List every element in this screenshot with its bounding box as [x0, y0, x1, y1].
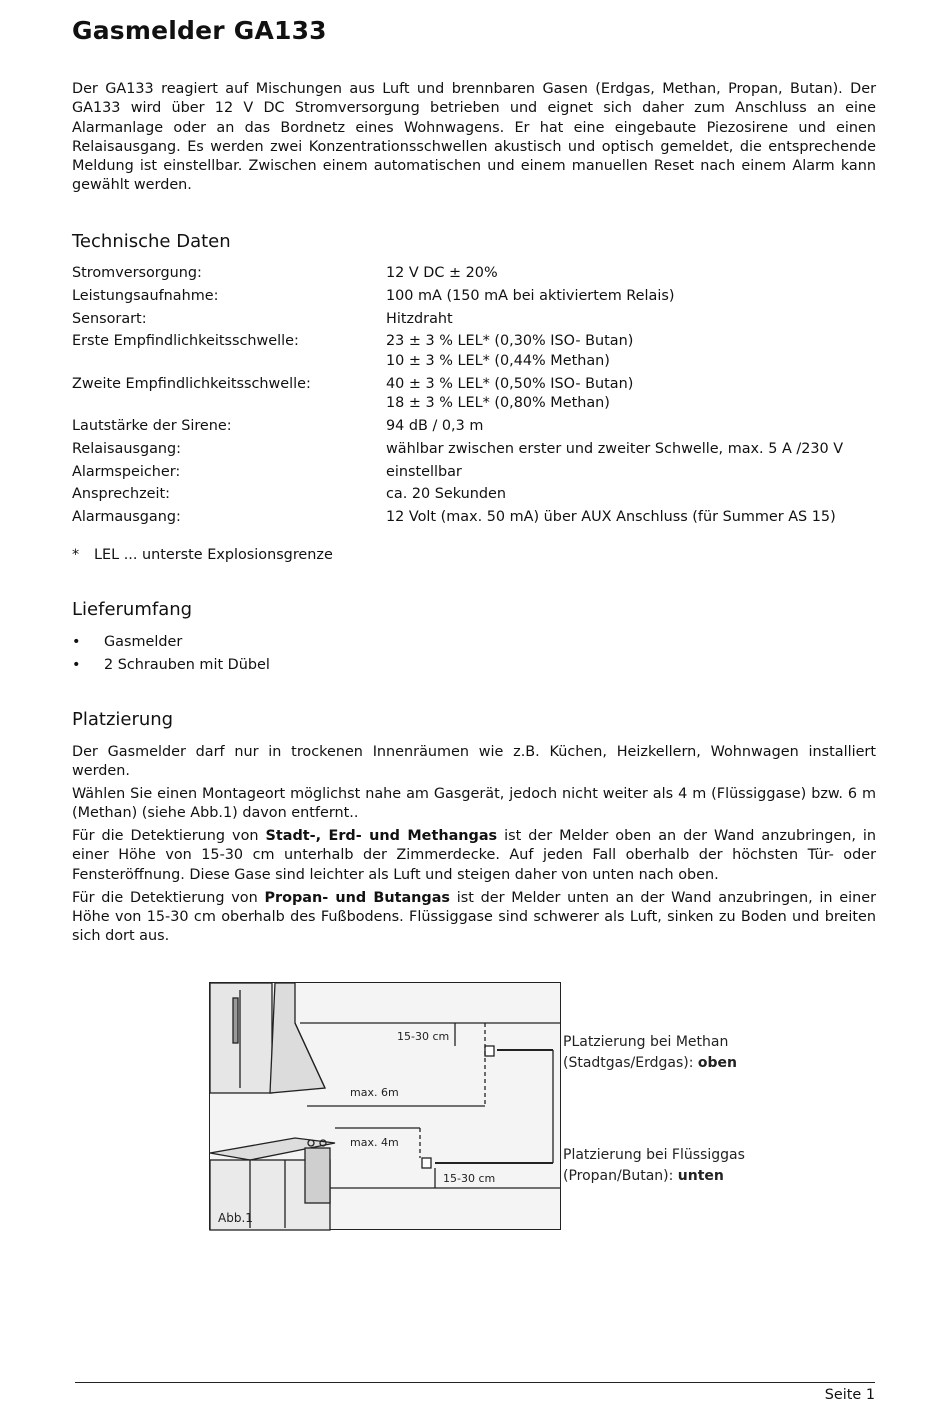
- spec-row: [72, 463, 876, 483]
- spec-value: einstellbar: [386, 463, 462, 480]
- callout-bottom-line2: [563, 1168, 724, 1184]
- placement-heading: Platzierung: [72, 709, 174, 730]
- kitchen-illustration: [210, 983, 560, 1230]
- spec-value: [386, 332, 876, 371]
- spec-row: [72, 332, 876, 371]
- text-run: Für die Detektierung von: [72, 889, 265, 906]
- placement-paragraph: [72, 827, 876, 885]
- text-run: ist der Melder oben an der Wand anzubringen, in einer Höhe von 15-30 cm unterhalb der Zimmerdecke. Auf jeden Fall oberhalb der höchsten Tür- oder Fensteröffnung. Diese Gase sind leichter als Luft und steigen daher von unten nach oben.: [72, 828, 877, 883]
- dim-label-bottom: 15-30 cm: [443, 1172, 496, 1185]
- spec-row: [72, 417, 876, 437]
- scope-heading: Lieferumfang: [72, 599, 193, 620]
- callout-text-bold: oben: [697, 1055, 738, 1071]
- detector-top: [485, 1046, 494, 1056]
- placement-figure: [135, 978, 745, 1268]
- spec-value: 100 mA (150 mA bei aktiviertem Relais): [386, 287, 675, 304]
- placement-paragraph: Wählen Sie einen Montageort möglichst nahe am Gasgerät, jedoch nicht weiter als 4 m (Flüssiggase) bzw. 6 m (Methan) (siehe Abb.1) davon entfernt..: [72, 786, 876, 822]
- intro-paragraph: Der GA133 reagiert auf Mischungen aus Luft und brennbaren Gasen (Erdgas, Methan, Propan, Butan). Der GA133 wird über 12 V DC Stromversorgung betrieben und eignet sich daher zum Anschluss an eine Alarmanlage oder an das Bordnetz eines Wohnwagens. Er hat eine eingebaute Piezosirene und einen Relaisausgang. Es werden zwei Konzentrationsschwellen akustisch und optisch gemeldet, die entsprechende Meldung ist einstellbar. Zwischen einem automatischen und einem manuellen Reset nach einem Alarm kann gewählt werden.: [72, 81, 876, 194]
- spec-row: [72, 264, 876, 284]
- callout-bottom-line1: Platzierung bei Flüssiggas: [563, 1147, 745, 1163]
- footnote-mark: *: [72, 547, 80, 563]
- dim-label-top: 15-30 cm: [397, 1030, 450, 1043]
- spec-row: [72, 440, 876, 460]
- text-run-bold: Propan- und Butangas: [264, 889, 450, 906]
- spec-row: [72, 508, 876, 528]
- placement-paragraph: [72, 889, 876, 947]
- spec-label: Ansprechzeit:: [72, 486, 170, 503]
- spec-label: Erste Empfindlichkeitsschwelle:: [72, 333, 299, 350]
- dim-label-max4: max. 4m: [350, 1136, 399, 1149]
- page-title: Gasmelder GA133: [72, 16, 327, 45]
- cabinet-handle: [233, 998, 238, 1043]
- spec-value: wählbar zwischen erster und zweiter Schwelle, max. 5 A /230 V: [386, 440, 844, 457]
- spec-label: Stromversorgung:: [72, 265, 202, 281]
- list-item-text: 2 Schrauben mit Dübel: [104, 657, 270, 673]
- spec-label: Leistungsaufnahme:: [72, 287, 219, 304]
- spec-table: [72, 264, 876, 531]
- spec-label: Alarmspeicher:: [72, 463, 181, 480]
- placement-text: [72, 743, 876, 950]
- bullet: •: [72, 634, 81, 650]
- wall-cabinet: [210, 983, 272, 1093]
- placement-paragraph: Der Gasmelder darf nur in trockenen Innenräumen wie z.B. Küchen, Heizkellern, Wohnwagen installiert werden.: [72, 744, 876, 780]
- scope-list: [72, 633, 270, 679]
- spec-value: 12 Volt (max. 50 mA) über AUX Anschluss (für Summer AS 15): [386, 509, 836, 526]
- list-item: [72, 656, 270, 679]
- dim-label-max6: max. 6m: [350, 1086, 399, 1099]
- figure-label: Abb.1: [218, 1211, 253, 1225]
- tech-heading: Technische Daten: [72, 231, 231, 252]
- callout-top-line2: [563, 1055, 737, 1071]
- spec-value: 94 dB / 0,3 m: [386, 417, 484, 434]
- spec-value-line: 40 ± 3 % LEL* (0,50% ISO- Butan): [386, 375, 634, 392]
- spec-value-line: 10 ± 3 % LEL* (0,44% Methan): [386, 352, 610, 369]
- spec-row: [72, 310, 876, 330]
- list-item: [72, 633, 270, 656]
- spec-row: [72, 485, 876, 505]
- footer-divider: [75, 1382, 875, 1383]
- spec-value: [386, 375, 876, 414]
- text-run: Für die Detektierung von: [72, 828, 266, 845]
- spec-row: [72, 287, 876, 307]
- spec-label: Zweite Empfindlichkeitsschwelle:: [72, 375, 311, 392]
- footnote: [72, 547, 333, 563]
- callout-text: (Stadtgas/Erdgas):: [563, 1055, 698, 1071]
- spec-label: Alarmausgang:: [72, 509, 181, 526]
- text-run-bold: Stadt-, Erd- und Methangas: [265, 828, 498, 845]
- spec-label: Sensorart:: [72, 310, 147, 327]
- spec-value: Hitzdraht: [386, 310, 453, 327]
- callout-text-bold: unten: [677, 1168, 724, 1184]
- spec-value-line: 23 ± 3 % LEL* (0,30% ISO- Butan): [386, 333, 634, 350]
- stove: [305, 1148, 330, 1203]
- page-number: Seite 1: [824, 1387, 875, 1403]
- spec-value: ca. 20 Sekunden: [386, 486, 506, 503]
- detector-bottom: [422, 1158, 431, 1168]
- spec-label: Relaisausgang:: [72, 440, 182, 457]
- bullet: •: [72, 657, 81, 673]
- spec-row: [72, 375, 876, 414]
- footnote-text: LEL ... unterste Explosionsgrenze: [94, 547, 333, 563]
- spec-value: 12 V DC ± 20%: [386, 265, 498, 281]
- list-item-text: Gasmelder: [104, 634, 183, 650]
- callout-top-line1: PLatzierung bei Methan: [563, 1034, 729, 1050]
- spec-label: Lautstärke der Sirene:: [72, 417, 232, 434]
- callout-text: (Propan/Butan):: [563, 1168, 678, 1184]
- text-run: ist der Melder unten an der Wand anzubringen, in einer Höhe von 15-30 cm oberhalb des Fußbodens. Flüssiggase sind schwerer als Luft, sinken zu Boden und breiten sich dort aus.: [72, 889, 877, 945]
- spec-value-line: 18 ± 3 % LEL* (0,80% Methan): [386, 395, 610, 412]
